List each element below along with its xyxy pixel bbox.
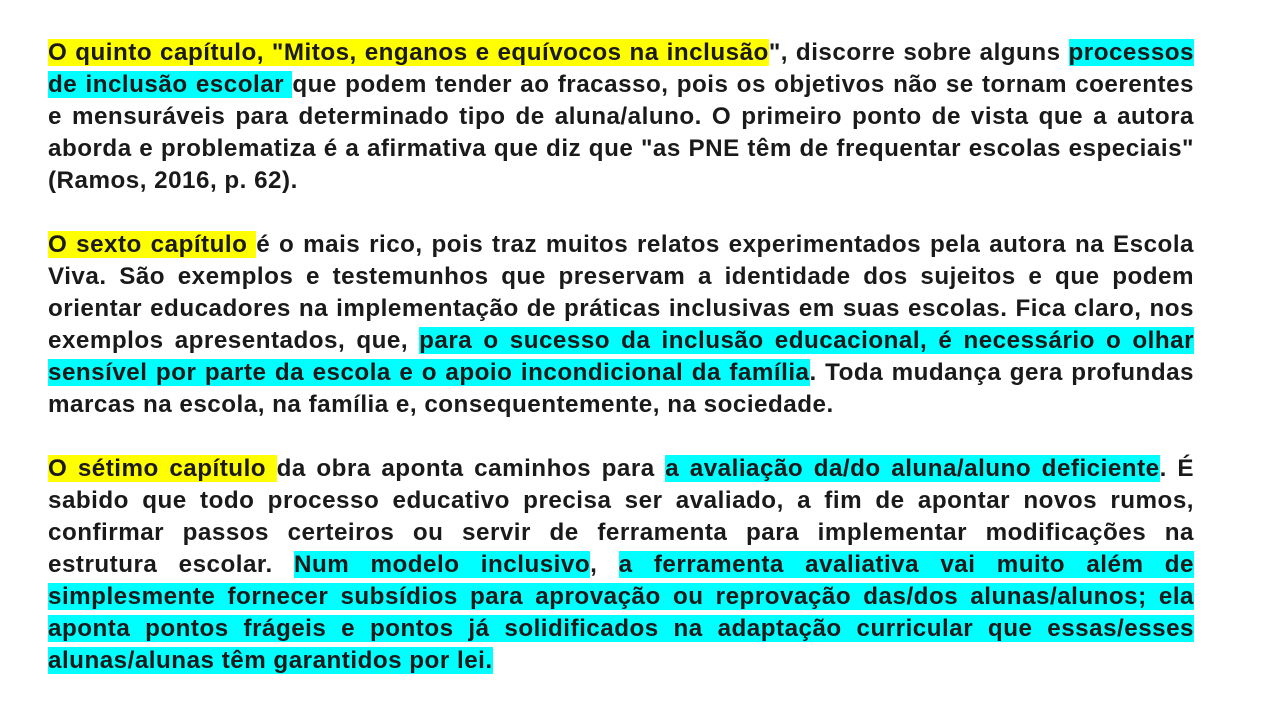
highlight-chapter-7-title: O sétimo capítulo xyxy=(48,455,277,482)
document-page xyxy=(48,37,1194,709)
highlight-inclusion-success: para o sucesso da inclusão educacional, é necessário o olhar sensível por parte da escola e o apoio incondicional da família xyxy=(48,327,1194,386)
paragraph-chapter-5 xyxy=(48,37,1194,197)
text-segment: . Toda mudança gera profundas marcas na escola, na família e, consequentemente, na sociedade. xyxy=(48,359,1194,418)
text-segment: , xyxy=(590,551,619,578)
text-segment: da obra aponta caminhos para xyxy=(276,455,666,482)
paragraph-chapter-7 xyxy=(48,453,1194,677)
highlight-chapter-6-title: O sexto capítulo xyxy=(48,231,257,258)
highlight-chapter-5-title: O quinto capítulo, "Mitos, enganos e equívocos na inclusão xyxy=(48,39,769,66)
text-segment: que podem tender ao fracasso, pois os objetivos não se tornam coerentes e mensuráveis para determinado tipo de aluna/aluno. O primeiro ponto de vista que a autora aborda e problematiza é a afirmativa que diz que "as PNE têm de frequentar escolas especiais" (Ramos, 2016, p. 62). xyxy=(48,71,1194,194)
text-segment: ", discorre sobre alguns xyxy=(768,39,1069,66)
highlight-evaluation-tool: a ferramenta avaliativa vai muito além de simplesmente fornecer subsídios para aprovação ou reprovação das/dos alunas/alunos; ela aponta pontos frágeis e pontos já solidificados na adaptação curricular que essas/esses alunas/alunas têm garantidos por lei. xyxy=(48,551,1194,674)
highlight-inclusive-model: Num modelo inclusivo xyxy=(293,551,591,578)
text-segment: . É sabido que todo processo educativo precisa ser avaliado, a fim de apontar novos rumos, confirmar passos certeiros ou servir de ferramenta para implementar modificações na estrutura escolar. xyxy=(48,455,1194,578)
text-segment: é o mais rico, pois traz muitos relatos experimentados pela autora na Escola Viva. São exemplos e testemunhos que preservam a identidade dos sujeitos e que podem orientar educadores na implementação de práticas inclusivas em suas escolas. Fica claro, nos exemplos apresentados, que, xyxy=(48,231,1194,354)
highlight-evaluation: a avaliação da/do aluna/aluno deficiente xyxy=(665,455,1160,482)
highlight-inclusion-processes: processos de inclusão escolar xyxy=(48,39,1194,98)
paragraph-chapter-6 xyxy=(48,229,1194,421)
